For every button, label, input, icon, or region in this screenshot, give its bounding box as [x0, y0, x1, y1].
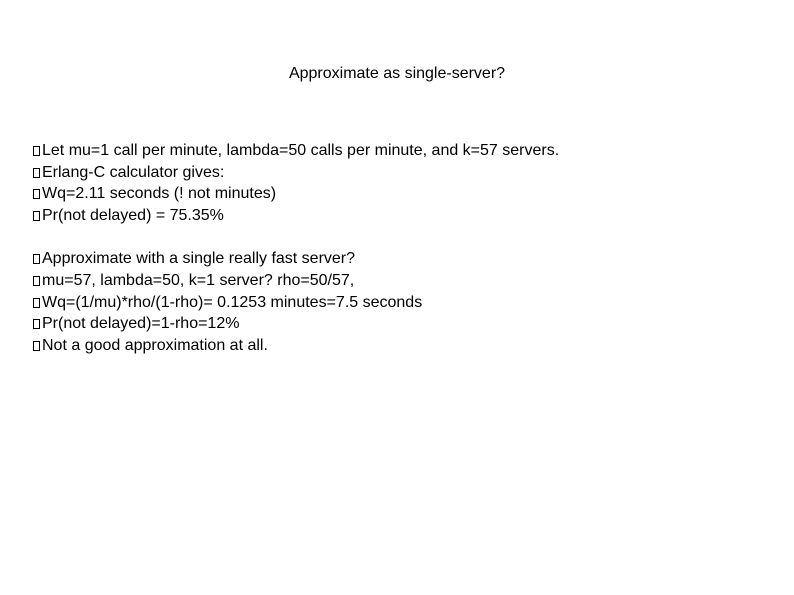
bullet-line: [33, 313, 773, 335]
bullet-text: Let mu=1 call per minute, lambda=50 calls per minute, and k=57 servers.: [42, 142, 560, 159]
bullet-text: Pr(not delayed) = 75.35%: [42, 206, 224, 224]
bullet-text: Wq=(1/mu)*rho/(1-rho)= 0.1253 minutes=7.5 seconds: [42, 293, 423, 311]
bullet-line: [33, 162, 773, 184]
bullet-text: Not a good approximation at all.: [42, 336, 268, 354]
bullet-text: Approximate with a single really fast server?: [42, 250, 356, 268]
missing-glyph-icon: [33, 298, 40, 308]
missing-glyph-icon: [33, 168, 40, 178]
bullet-text: mu=57, lambda=50, k=1 server? rho=50/57,: [42, 271, 355, 289]
missing-glyph-icon: [33, 189, 40, 199]
paragraph-gap: [33, 226, 773, 248]
bullet-line: [33, 248, 773, 270]
bullet-text: Wq=2.11 seconds (! not minutes): [42, 185, 277, 203]
missing-glyph-icon: [33, 276, 40, 286]
bullet-text: Pr(not delayed)=1-rho=12%: [42, 315, 240, 333]
missing-glyph-icon: [33, 211, 40, 221]
bullet-line: [33, 205, 773, 227]
bullet-line: [33, 183, 773, 205]
missing-glyph-icon: [33, 319, 40, 329]
missing-glyph-icon: [33, 254, 40, 264]
missing-glyph-icon: [33, 146, 40, 156]
missing-glyph-icon: [33, 341, 40, 351]
slide-content: [33, 140, 773, 356]
bullet-line: [33, 140, 773, 162]
bullet-text: Erlang-C calculator gives:: [42, 163, 225, 181]
bullet-line: [33, 270, 773, 292]
bullet-line: [33, 335, 773, 357]
slide-title: Approximate as single-server?: [288, 65, 506, 82]
bullet-line: [33, 292, 773, 314]
